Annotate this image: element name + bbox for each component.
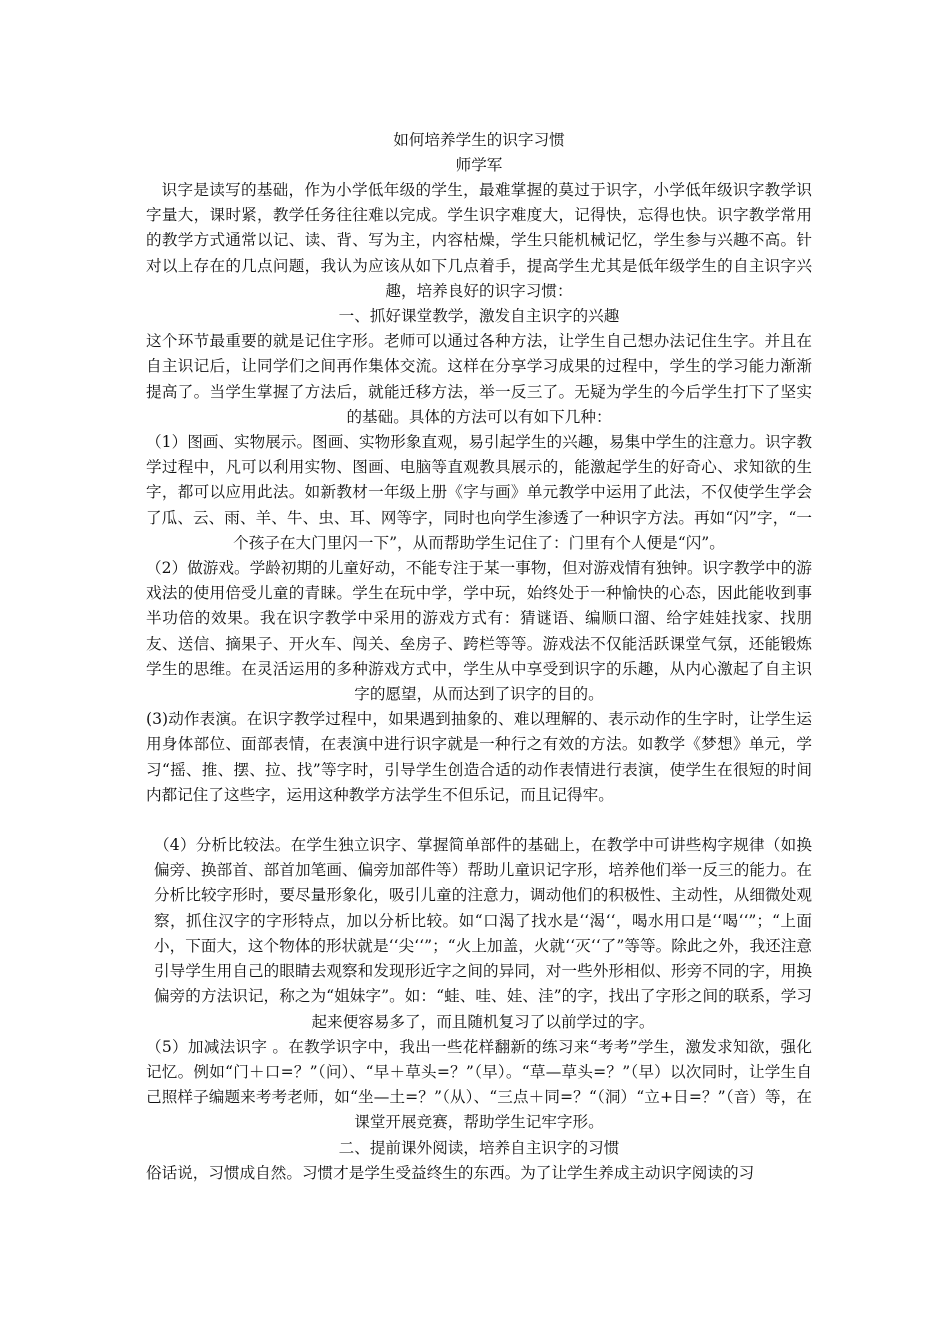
item4-paragraph: （4）分析比较法。在学生独立识字、掌握简单部件的基础上，在教学中可讲些构字规律（如换偏旁、换部首、部首加笔画、偏旁加部件等）帮助儿童识记字形，培养他们举一反三的能力。在分析比较字形时，要尽量形象化，吸引儿童的注意力，调动他们的积极性、主动性，从细微处观察，抓住汉字的字形特点，加以分析比较。如“口渴了找水是‘‘渴‘‘，喝水用口是‘‘喝‘‘”；“上面小，下面大，这个物体的形状就是‘‘尖‘‘”；“火上加盖，火就‘‘灭‘‘了”等等。除此之外，我还注意引导学生用自己的眼睛去观察和发现形近字之间的异同，对一些外形相似、形旁不同的字，用换偏旁的方法识记，称之为“姐妹字”。如：“蛙、哇、娃、洼”的字，找出了字形之间的联系，学习起来便容易多了，而且随机复习了以前学过的字。: [154, 836, 812, 1031]
item5-paragraph: （5）加减法识字 。在教学识字中，我出一些花样翻新的练习来“考考”学生，激发求知欲，强化记忆。例如“门＋口=？”（问）、“早＋草头=？”（早）。“草—草头=？”（早）以次同时，让学生自己照样子编题来考考老师，如“坐—土=？”（从）、“三点＋同=？“（洞）“立+日=？”（音）等，在课堂开展竞赛，帮助学生记牢字形。: [146, 1037, 812, 1132]
section2-heading: 二、提前课外阅读，培养自主识字的习惯: [338, 1138, 620, 1157]
document-title: 如何培养学生的识字习惯: [393, 131, 565, 149]
section2-intro-paragraph: 俗话说，习惯成自然。习惯才是学生受益终生的东西。为了让学生养成主动识字阅读的习: [146, 1163, 755, 1182]
item2-paragraph: （2）做游戏。学龄初期的儿童好动，不能专注于某一事物，但对游戏情有独钟。识字教学中的游戏法的使用倍受儿童的青睐。学生在玩中学，学中玩，始终处于一种愉快的心态，因此能收到事半功倍的效果。我在识字教学中采用的游戏方式有：猜谜语、编顺口溜、给字娃娃找家、找朋友、送信、摘果子、开火车、闯关、垒房子、跨栏等等。游戏法不仅能活跃课堂气氛，还能锻炼学生的思维。在灵活运用的多种游戏方式中，学生从中享受到识字的乐趣，从内心激起了自主识字的愿望，从而达到了识字的目的。: [146, 559, 812, 704]
item1-paragraph: （1）图画、实物展示。图画、实物形象直观，易引起学生的兴趣，易集中学生的注意力。识字教学过程中，凡可以利用实物、图画、电脑等直观教具展示的，能激起学生的好奇心、求知欲的生字，都可以应用此法。如新教材一年级上册《字与画》单元教学中运用了此法，不仅使学生学会了瓜、云、雨、羊、牛、虫、耳、网等字，同时也向学生渗透了一种识字方法。再如“闪”字，“一个孩子在大门里闪一下”，从而帮助学生记住了：门里有个人便是“闪”。: [146, 433, 812, 552]
paragraph-gap: [146, 808, 812, 833]
section1-heading: 一、抓好课堂教学，激发自主识字的兴趣: [338, 307, 620, 326]
section1-intro-paragraph: 这个环节最重要的就是记住字形。老师可以通过各种方法，让学生自己想办法记住生字。并且在自主识记后，让同学们之间再作集体交流。这样在分享学习成果的过程中，学生的学习能力渐渐提高了。当学生掌握了方法后，就能迁移方法，举一反三了。无疑为学生的今后学生打下了坚实的基础。具体的方法可以有如下几种：: [146, 332, 812, 426]
document-page: [146, 128, 812, 1186]
document-author: 师学军: [455, 156, 503, 174]
item3-paragraph: (3)动作表演。在识字教学过程中，如果遇到抽象的、难以理解的、表示动作的生字时，让学生运用身体部位、面部表情，在表演中进行识字就是一种行之有效的方法。如教学《梦想》单元，学习“摇、推、摆、拉、找”等字时，引导学生创造合适的动作表情进行表演，使学生在很短的时间内都记住了这些字，运用这种教学方法学生不但乐记，而且记得牢。: [146, 710, 812, 804]
intro-paragraph: 识字是读写的基础，作为小学低年级的学生，最难掌握的莫过于识字，小学低年级识字教学识字量大，课时紧，教学任务往往难以完成。学生识字难度大，记得快，忘得也快。识字教学常用的教学方式通常以记、读、背、写为主，内容枯燥，学生只能机械记忆，学生参与兴趣不高。针对以上存在的几点问题，我认为应该从如下几点着手，提高学生尤其是低年级学生的自主识字兴趣，培养良好的识字习惯：: [146, 181, 812, 300]
